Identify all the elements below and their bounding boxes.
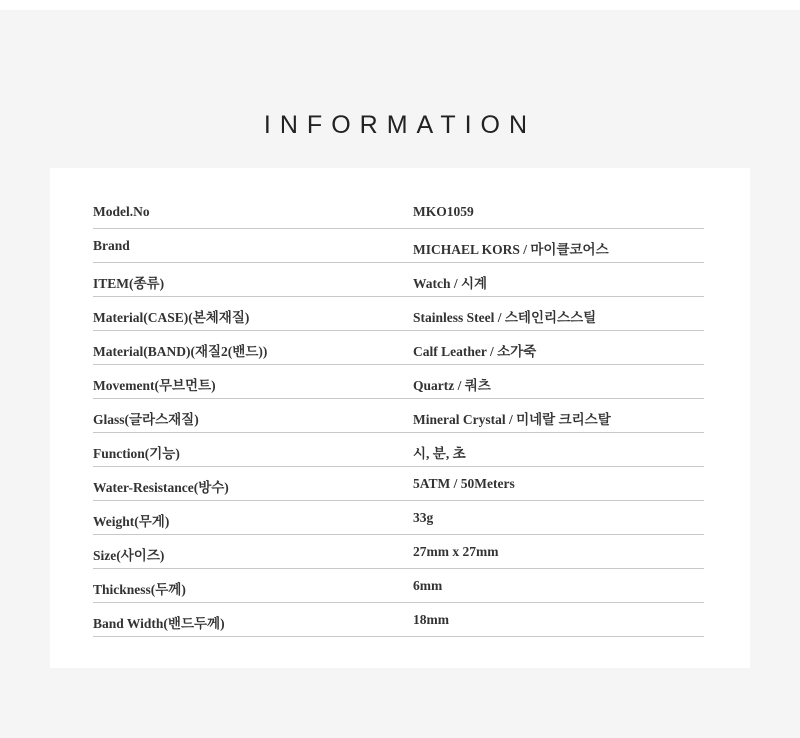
background-panel [0,10,800,738]
spec-label: Model.No [93,204,150,219]
spec-value: Quartz / 쿼츠 [413,378,491,393]
spec-value: Calf Leather / 소가죽 [413,344,537,359]
spec-value: Watch / 시계 [413,276,488,291]
spec-label: Thickness(두께) [93,582,186,597]
spec-row-size [93,535,704,569]
spec-value: 27mm x 27mm [413,544,499,559]
spec-row-water-resistance [93,467,704,501]
spec-row-weight [93,501,704,535]
spec-label: Weight(무게) [93,514,170,529]
spec-label: Brand [93,238,130,253]
spec-value: Mineral Crystal / 미네랄 크리스탈 [413,412,611,427]
spec-value: 5ATM / 50Meters [413,476,515,491]
spec-value: MICHAEL KORS / 마이클코어스 [413,242,609,257]
page-title: INFORMATION [263,110,537,139]
spec-row-band-width [93,603,704,637]
spec-table [93,195,704,637]
spec-row-material-band [93,331,704,365]
spec-row-item [93,263,704,297]
spec-label: Size(사이즈) [93,548,165,563]
spec-row-model-no [93,195,704,229]
spec-label: Band Width(밴드두께) [93,616,225,631]
spec-value: 33g [413,510,434,525]
spec-value: 시, 분, 초 [413,446,466,461]
spec-label: Material(BAND)(재질2(밴드)) [93,344,268,359]
spec-row-movement [93,365,704,399]
spec-row-function [93,433,704,467]
spec-label: Movement(무브먼트) [93,378,216,393]
spec-label: Function(기능) [93,446,180,461]
spec-card [50,168,750,668]
spec-row-material-case [93,297,704,331]
spec-label: Glass(글라스재질) [93,412,199,427]
spec-label: ITEM(종류) [93,276,165,291]
spec-label: Water-Resistance(방수) [93,480,229,495]
spec-value: 18mm [413,612,449,627]
spec-label: Material(CASE)(본체재질) [93,310,250,325]
spec-value: 6mm [413,578,443,593]
spec-row-glass [93,399,704,433]
spec-row-brand [93,229,704,263]
spec-value: Stainless Steel / 스테인리스스틸 [413,310,597,325]
spec-row-thickness [93,569,704,603]
spec-value: MKO1059 [413,204,474,219]
